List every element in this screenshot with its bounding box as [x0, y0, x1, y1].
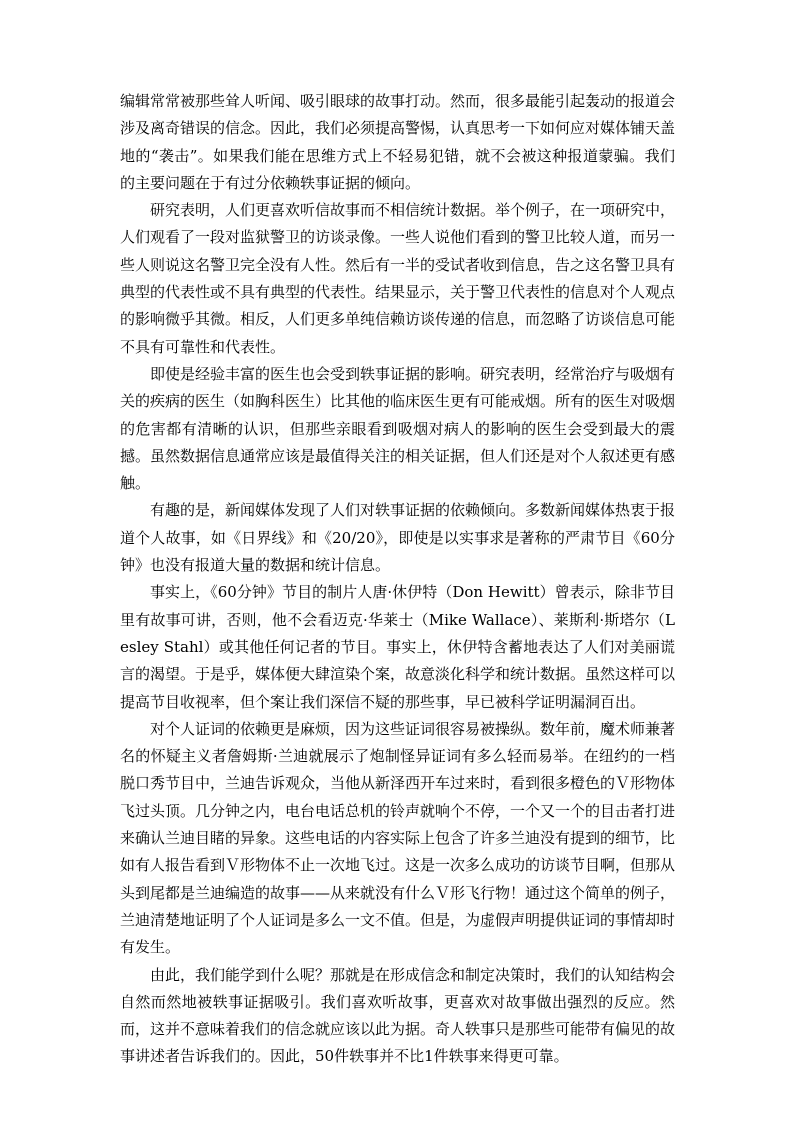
paragraph-3: 即使是经验丰富的医生也会受到轶事证据的影响。研究表明，经常治疗与吸烟有关的疾病的医生（如胸科医生）比其他的临床医生更有可能戒烟。所有的医生对吸烟的危害都有清晰的认识，但那些亲眼看到吸烟对病人的影响的医生会受到最大的震撼。虽然数据信息通常应该是最值得关注的相关证据，但人们还是对个人叙述更有感触。: [120, 364, 676, 493]
paragraph-2: 研究表明，人们更喜欢听信故事而不相信统计数据。举个例子，在一项研究中，人们观看了一段对监狱警卫的访谈录像。一些人说他们看到的警卫比较人道，而另一些人则说这名警卫完全没有人性。然后有一半的受试者收到信息，告之这名警卫具有典型的代表性或不具有典型的代表性。结果显示，关于警卫代表性的信息对个人观点的影响微乎其微。相反，人们更多单纯信赖访谈传递的信息，而忽略了访谈信息可能不具有可靠性和代表性。: [120, 201, 676, 356]
paragraph-6: 对个人证词的依赖更是麻烦，因为这些证词很容易被操纵。数年前，魔术师兼著名的怀疑主义者詹姆斯·兰迪就展示了炮制怪异证词有多么轻而易举。在纽约的一档脱口秀节目中，兰迪告诉观众，当他从新泽西开车过来时，看到很多橙色的Ｖ形物体飞过头顶。几分钟之内，电台电话总机的铃声就响个不停，一个又一个的目击者打进来确认兰迪目睹的异象。这些电话的内容实际上包含了许多兰迪没有提到的细节，比如有人报告看到Ｖ形物体不止一次地飞过。这是一次多么成功的访谈节目啊，但那从头到尾都是兰迪编造的故事——从来就没有什么Ｖ形飞行物！通过这个简单的例子，兰迪清楚地证明了个人证词是多么一文不值。但是，为虚假声明提供证词的事情却时有发生。: [120, 719, 676, 957]
paragraph-7: 由此，我们能学到什么呢？那就是在形成信念和制定决策时，我们的认知结构会自然而然地被轶事证据吸引。我们喜欢听故事，更喜欢对故事做出强烈的反应。然而，这并不意味着我们的信念就应该以此为据。奇人轶事只是那些可能带有偏见的故事讲述者告诉我们的。因此，50件轶事并不比1件轶事来得更可靠。: [120, 965, 676, 1066]
article-body: [120, 88, 675, 1071]
paragraph-4: 有趣的是，新闻媒体发现了人们对轶事证据的依赖倾向。多数新闻媒体热衷于报道个人故事，如《日界线》和《20/20》，即使是以实事求是著称的严肃节目《60分钟》也没有报道大量的数据和统计信息。: [120, 501, 676, 575]
paragraph-5: 事实上，《60分钟》节目的制片人唐·休伊特（Don Hewitt）曾表示，除非节目里有故事可讲，否则，他不会看迈克·华莱士（Mike Wallace）、莱斯利·斯塔尔（Lesley Stahl）或其他任何记者的节目。事实上，休伊特含蓄地表达了人们对美丽谎言的渴望。于是乎，媒体便大肆渲染个案，故意淡化科学和统计数据。虽然这样可以提高节目收视率，但个案让我们深信不疑的那些事，早已被科学证明漏洞百出。: [120, 583, 676, 711]
paragraph-1: 编辑常常被那些耸人听闻、吸引眼球的故事打动。然而，很多最能引起轰动的报道会涉及离奇错误的信念。因此，我们必须提高警惕，认真思考一下如何应对媒体铺天盖地的“袭击”。如果我们能在思维方式上不轻易犯错，就不会被这种报道蒙骗。我们的主要问题在于有过分依赖轶事证据的倾向。: [120, 92, 676, 192]
